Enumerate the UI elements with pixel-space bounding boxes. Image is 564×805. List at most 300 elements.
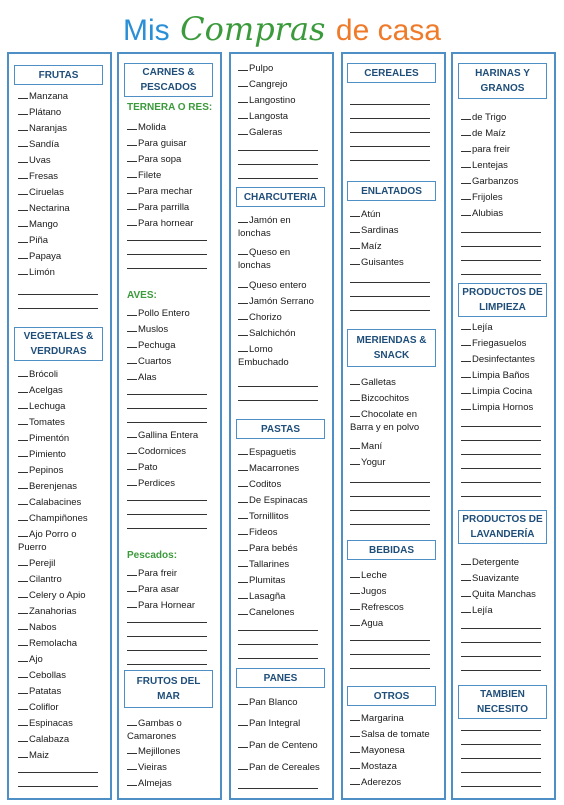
list-item[interactable] [127, 744, 180, 758]
checkbox-blank[interactable] [18, 367, 28, 377]
checkbox-blank[interactable] [127, 200, 137, 210]
blank-line[interactable] [461, 454, 541, 455]
list-item[interactable] [18, 201, 70, 215]
list-item[interactable] [18, 105, 61, 119]
list-item[interactable] [350, 743, 405, 757]
list-item[interactable] [461, 126, 506, 140]
blank-line[interactable] [127, 254, 207, 255]
blank-line[interactable] [238, 150, 318, 151]
list-item[interactable] [461, 206, 503, 220]
checkbox-blank[interactable] [461, 384, 471, 394]
checkbox-blank[interactable] [18, 684, 28, 694]
list-item[interactable] [18, 185, 64, 199]
list-item[interactable] [461, 603, 493, 617]
checkbox-blank[interactable] [238, 589, 248, 599]
checkbox-blank[interactable] [238, 461, 248, 471]
list-item[interactable] [238, 760, 320, 774]
checkbox-blank[interactable] [127, 476, 137, 486]
blank-line[interactable] [127, 422, 207, 423]
blank-line[interactable] [18, 786, 98, 787]
checkbox-blank[interactable] [127, 598, 137, 608]
list-item[interactable] [238, 461, 299, 475]
checkbox-blank[interactable] [18, 153, 28, 163]
checkbox-blank[interactable] [18, 89, 28, 99]
checkbox-blank[interactable] [127, 306, 137, 316]
list-item[interactable] [18, 137, 59, 151]
checkbox-blank[interactable] [350, 223, 360, 233]
checkbox-blank[interactable] [18, 431, 28, 441]
list-item[interactable] [350, 407, 434, 434]
blank-line[interactable] [461, 786, 541, 787]
checkbox-blank[interactable] [18, 636, 28, 646]
list-item[interactable] [238, 509, 289, 523]
checkbox-blank[interactable] [461, 336, 471, 346]
blank-line[interactable] [127, 240, 207, 241]
checkbox-blank[interactable] [18, 137, 28, 147]
checkbox-blank[interactable] [18, 495, 28, 505]
checkbox-blank[interactable] [127, 338, 137, 348]
list-item[interactable] [238, 342, 310, 369]
checkbox-blank[interactable] [18, 527, 28, 537]
checkbox-blank[interactable] [350, 711, 360, 721]
checkbox-blank[interactable] [18, 383, 28, 393]
list-item[interactable] [18, 399, 65, 413]
list-item[interactable] [238, 738, 318, 752]
list-item[interactable] [238, 716, 300, 730]
list-item[interactable] [238, 77, 288, 91]
list-item[interactable] [238, 294, 314, 308]
list-item[interactable] [350, 223, 399, 237]
blank-line[interactable] [127, 394, 207, 395]
blank-line[interactable] [238, 164, 318, 165]
checkbox-blank[interactable] [461, 555, 471, 565]
list-item[interactable] [461, 158, 508, 172]
list-item[interactable] [18, 415, 65, 429]
list-item[interactable] [127, 306, 190, 320]
list-item[interactable] [238, 557, 289, 571]
checkbox-blank[interactable] [127, 428, 137, 438]
blank-line[interactable] [461, 426, 541, 427]
list-item[interactable] [127, 216, 193, 230]
checkbox-blank[interactable] [461, 320, 471, 330]
list-item[interactable] [127, 322, 168, 336]
list-item[interactable] [238, 605, 294, 619]
list-item[interactable] [238, 445, 296, 459]
list-item[interactable] [127, 136, 187, 150]
checkbox-blank[interactable] [18, 700, 28, 710]
list-item[interactable] [461, 587, 536, 601]
checkbox-blank[interactable] [461, 206, 471, 216]
checkbox-blank[interactable] [461, 174, 471, 184]
blank-line[interactable] [461, 758, 541, 759]
checkbox-blank[interactable] [127, 136, 137, 146]
checkbox-blank[interactable] [127, 460, 137, 470]
blank-line[interactable] [350, 668, 430, 669]
list-item[interactable] [18, 572, 62, 586]
blank-line[interactable] [350, 118, 430, 119]
checkbox-blank[interactable] [127, 216, 137, 226]
list-item[interactable] [18, 367, 58, 381]
checkbox-blank[interactable] [238, 509, 248, 519]
blank-line[interactable] [461, 482, 541, 483]
list-item[interactable] [238, 477, 281, 491]
list-item[interactable] [18, 383, 63, 397]
checkbox-blank[interactable] [238, 125, 248, 135]
checkbox-blank[interactable] [18, 620, 28, 630]
list-item[interactable] [238, 493, 308, 507]
list-item[interactable] [350, 375, 396, 389]
checkbox-blank[interactable] [18, 415, 28, 425]
blank-line[interactable] [461, 274, 541, 275]
list-item[interactable] [18, 732, 69, 746]
checkbox-blank[interactable] [238, 77, 248, 87]
list-item[interactable] [461, 336, 526, 350]
list-item[interactable] [127, 598, 195, 612]
checkbox-blank[interactable] [350, 584, 360, 594]
checkbox-blank[interactable] [461, 603, 471, 613]
list-item[interactable] [127, 460, 158, 474]
list-item[interactable] [127, 354, 171, 368]
blank-line[interactable] [461, 468, 541, 469]
list-item[interactable] [18, 636, 77, 650]
checkbox-blank[interactable] [238, 310, 248, 320]
blank-line[interactable] [350, 146, 430, 147]
checkbox-blank[interactable] [127, 582, 137, 592]
checkbox-blank[interactable] [350, 616, 360, 626]
checkbox-blank[interactable] [18, 233, 28, 243]
checkbox-blank[interactable] [350, 207, 360, 217]
blank-line[interactable] [238, 400, 318, 401]
checkbox-blank[interactable] [238, 213, 248, 223]
checkbox-blank[interactable] [350, 775, 360, 785]
list-item[interactable] [18, 249, 61, 263]
checkbox-blank[interactable] [127, 184, 137, 194]
list-item[interactable] [18, 652, 43, 666]
list-item[interactable] [127, 566, 177, 580]
list-item[interactable] [18, 495, 81, 509]
checkbox-blank[interactable] [127, 152, 137, 162]
blank-line[interactable] [18, 294, 98, 295]
list-item[interactable] [18, 265, 55, 279]
blank-line[interactable] [350, 510, 430, 511]
checkbox-blank[interactable] [350, 568, 360, 578]
list-item[interactable] [461, 142, 510, 156]
blank-line[interactable] [238, 178, 318, 179]
list-item[interactable] [238, 245, 310, 272]
checkbox-blank[interactable] [461, 110, 471, 120]
list-item[interactable] [238, 541, 298, 555]
list-item[interactable] [350, 239, 382, 253]
list-item[interactable] [461, 400, 533, 414]
list-item[interactable] [350, 568, 387, 582]
blank-line[interactable] [127, 622, 207, 623]
checkbox-blank[interactable] [238, 695, 248, 705]
blank-line[interactable] [350, 640, 430, 641]
checkbox-blank[interactable] [350, 759, 360, 769]
list-item[interactable] [350, 255, 404, 269]
blank-line[interactable] [350, 104, 430, 105]
checkbox-blank[interactable] [238, 760, 248, 770]
list-item[interactable] [127, 370, 156, 384]
list-item[interactable] [350, 207, 381, 221]
list-item[interactable] [461, 368, 530, 382]
checkbox-blank[interactable] [461, 352, 471, 362]
blank-line[interactable] [461, 232, 541, 233]
checkbox-blank[interactable] [18, 588, 28, 598]
checkbox-blank[interactable] [127, 370, 137, 380]
list-item[interactable] [350, 391, 409, 405]
checkbox-blank[interactable] [18, 716, 28, 726]
checkbox-blank[interactable] [238, 738, 248, 748]
list-item[interactable] [18, 217, 58, 231]
blank-line[interactable] [461, 656, 541, 657]
checkbox-blank[interactable] [461, 571, 471, 581]
blank-line[interactable] [238, 644, 318, 645]
list-item[interactable] [18, 588, 86, 602]
list-item[interactable] [127, 476, 175, 490]
list-item[interactable] [127, 200, 189, 214]
checkbox-blank[interactable] [127, 716, 137, 726]
checkbox-blank[interactable] [238, 278, 248, 288]
blank-line[interactable] [127, 664, 207, 665]
list-item[interactable] [350, 584, 386, 598]
checkbox-blank[interactable] [238, 541, 248, 551]
list-item[interactable] [18, 668, 66, 682]
list-item[interactable] [461, 571, 519, 585]
checkbox-blank[interactable] [461, 368, 471, 378]
list-item[interactable] [350, 727, 430, 741]
checkbox-blank[interactable] [461, 142, 471, 152]
blank-line[interactable] [127, 514, 207, 515]
blank-line[interactable] [461, 730, 541, 731]
list-item[interactable] [350, 455, 385, 469]
checkbox-blank[interactable] [350, 727, 360, 737]
blank-line[interactable] [461, 628, 541, 629]
checkbox-blank[interactable] [127, 776, 137, 786]
checkbox-blank[interactable] [18, 265, 28, 275]
list-item[interactable] [18, 556, 55, 570]
list-item[interactable] [461, 352, 535, 366]
checkbox-blank[interactable] [238, 93, 248, 103]
list-item[interactable] [18, 479, 77, 493]
blank-line[interactable] [461, 670, 541, 671]
blank-line[interactable] [127, 650, 207, 651]
blank-line[interactable] [461, 440, 541, 441]
checkbox-blank[interactable] [238, 557, 248, 567]
checkbox-blank[interactable] [350, 239, 360, 249]
blank-line[interactable] [350, 296, 430, 297]
blank-line[interactable] [127, 500, 207, 501]
checkbox-blank[interactable] [18, 511, 28, 521]
blank-line[interactable] [127, 268, 207, 269]
checkbox-blank[interactable] [18, 399, 28, 409]
checkbox-blank[interactable] [18, 249, 28, 259]
list-item[interactable] [18, 684, 61, 698]
list-item[interactable] [238, 61, 273, 75]
list-item[interactable] [18, 121, 67, 135]
list-item[interactable] [350, 439, 382, 453]
checkbox-blank[interactable] [350, 600, 360, 610]
list-item[interactable] [18, 511, 88, 525]
list-item[interactable] [127, 582, 179, 596]
blank-line[interactable] [127, 528, 207, 529]
checkbox-blank[interactable] [18, 732, 28, 742]
list-item[interactable] [18, 620, 56, 634]
list-item[interactable] [238, 589, 285, 603]
checkbox-blank[interactable] [238, 477, 248, 487]
checkbox-blank[interactable] [18, 479, 28, 489]
checkbox-blank[interactable] [238, 525, 248, 535]
list-item[interactable] [127, 444, 186, 458]
blank-line[interactable] [18, 308, 98, 309]
blank-line[interactable] [461, 642, 541, 643]
checkbox-blank[interactable] [350, 455, 360, 465]
checkbox-blank[interactable] [350, 255, 360, 265]
checkbox-blank[interactable] [18, 217, 28, 227]
checkbox-blank[interactable] [127, 444, 137, 454]
blank-line[interactable] [461, 496, 541, 497]
list-item[interactable] [18, 153, 51, 167]
list-item[interactable] [238, 93, 295, 107]
checkbox-blank[interactable] [461, 400, 471, 410]
checkbox-blank[interactable] [18, 748, 28, 758]
blank-line[interactable] [127, 636, 207, 637]
checkbox-blank[interactable] [238, 445, 248, 455]
list-item[interactable] [127, 120, 166, 134]
blank-line[interactable] [238, 788, 318, 789]
checkbox-blank[interactable] [127, 322, 137, 332]
checkbox-blank[interactable] [461, 126, 471, 136]
list-item[interactable] [18, 463, 63, 477]
list-item[interactable] [350, 759, 397, 773]
blank-line[interactable] [461, 246, 541, 247]
list-item[interactable] [127, 152, 181, 166]
checkbox-blank[interactable] [238, 326, 248, 336]
checkbox-blank[interactable] [350, 743, 360, 753]
checkbox-blank[interactable] [127, 566, 137, 576]
checkbox-blank[interactable] [238, 294, 248, 304]
checkbox-blank[interactable] [18, 652, 28, 662]
blank-line[interactable] [350, 496, 430, 497]
checkbox-blank[interactable] [238, 109, 248, 119]
blank-line[interactable] [350, 482, 430, 483]
checkbox-blank[interactable] [18, 572, 28, 582]
checkbox-blank[interactable] [238, 493, 248, 503]
list-item[interactable] [350, 711, 404, 725]
checkbox-blank[interactable] [18, 668, 28, 678]
list-item[interactable] [127, 776, 172, 790]
list-item[interactable] [18, 700, 59, 714]
checkbox-blank[interactable] [238, 245, 248, 255]
list-item[interactable] [127, 168, 161, 182]
checkbox-blank[interactable] [18, 121, 28, 131]
list-item[interactable] [18, 604, 77, 618]
checkbox-blank[interactable] [127, 120, 137, 130]
list-item[interactable] [350, 616, 383, 630]
blank-line[interactable] [238, 630, 318, 631]
blank-line[interactable] [238, 386, 318, 387]
list-item[interactable] [238, 310, 282, 324]
list-item[interactable] [127, 760, 167, 774]
list-item[interactable] [238, 525, 278, 539]
list-item[interactable] [350, 775, 401, 789]
list-item[interactable] [461, 174, 518, 188]
list-item[interactable] [127, 716, 197, 743]
list-item[interactable] [127, 428, 198, 442]
checkbox-blank[interactable] [127, 760, 137, 770]
list-item[interactable] [18, 233, 48, 247]
blank-line[interactable] [127, 408, 207, 409]
blank-line[interactable] [350, 132, 430, 133]
list-item[interactable] [461, 555, 519, 569]
list-item[interactable] [461, 384, 532, 398]
checkbox-blank[interactable] [461, 587, 471, 597]
checkbox-blank[interactable] [18, 447, 28, 457]
list-item[interactable] [18, 447, 66, 461]
blank-line[interactable] [461, 260, 541, 261]
list-item[interactable] [238, 695, 298, 709]
list-item[interactable] [238, 573, 285, 587]
checkbox-blank[interactable] [18, 169, 28, 179]
checkbox-blank[interactable] [461, 190, 471, 200]
blank-line[interactable] [350, 282, 430, 283]
blank-line[interactable] [238, 658, 318, 659]
list-item[interactable] [238, 213, 310, 240]
list-item[interactable] [18, 431, 69, 445]
list-item[interactable] [18, 169, 58, 183]
list-item[interactable] [350, 600, 404, 614]
list-item[interactable] [238, 109, 288, 123]
checkbox-blank[interactable] [18, 185, 28, 195]
list-item[interactable] [18, 748, 49, 762]
checkbox-blank[interactable] [350, 439, 360, 449]
list-item[interactable] [461, 190, 503, 204]
blank-line[interactable] [461, 772, 541, 773]
blank-line[interactable] [350, 310, 430, 311]
checkbox-blank[interactable] [18, 463, 28, 473]
list-item[interactable] [238, 326, 295, 340]
list-item[interactable] [18, 716, 73, 730]
checkbox-blank[interactable] [18, 556, 28, 566]
checkbox-blank[interactable] [127, 744, 137, 754]
list-item[interactable] [18, 89, 68, 103]
checkbox-blank[interactable] [238, 61, 248, 71]
checkbox-blank[interactable] [18, 201, 28, 211]
checkbox-blank[interactable] [127, 354, 137, 364]
list-item[interactable] [127, 184, 192, 198]
blank-line[interactable] [18, 772, 98, 773]
blank-line[interactable] [350, 524, 430, 525]
checkbox-blank[interactable] [127, 168, 137, 178]
checkbox-blank[interactable] [18, 604, 28, 614]
blank-line[interactable] [461, 744, 541, 745]
checkbox-blank[interactable] [238, 716, 248, 726]
list-item[interactable] [238, 125, 282, 139]
list-item[interactable] [127, 338, 176, 352]
checkbox-blank[interactable] [238, 342, 248, 352]
blank-line[interactable] [350, 654, 430, 655]
checkbox-blank[interactable] [238, 573, 248, 583]
checkbox-blank[interactable] [18, 105, 28, 115]
checkbox-blank[interactable] [350, 391, 360, 401]
list-item[interactable] [461, 320, 493, 334]
list-item[interactable] [18, 527, 96, 554]
checkbox-blank[interactable] [238, 605, 248, 615]
list-item[interactable] [461, 110, 506, 124]
checkbox-blank[interactable] [350, 375, 360, 385]
checkbox-blank[interactable] [350, 407, 360, 417]
list-item[interactable] [238, 278, 307, 292]
